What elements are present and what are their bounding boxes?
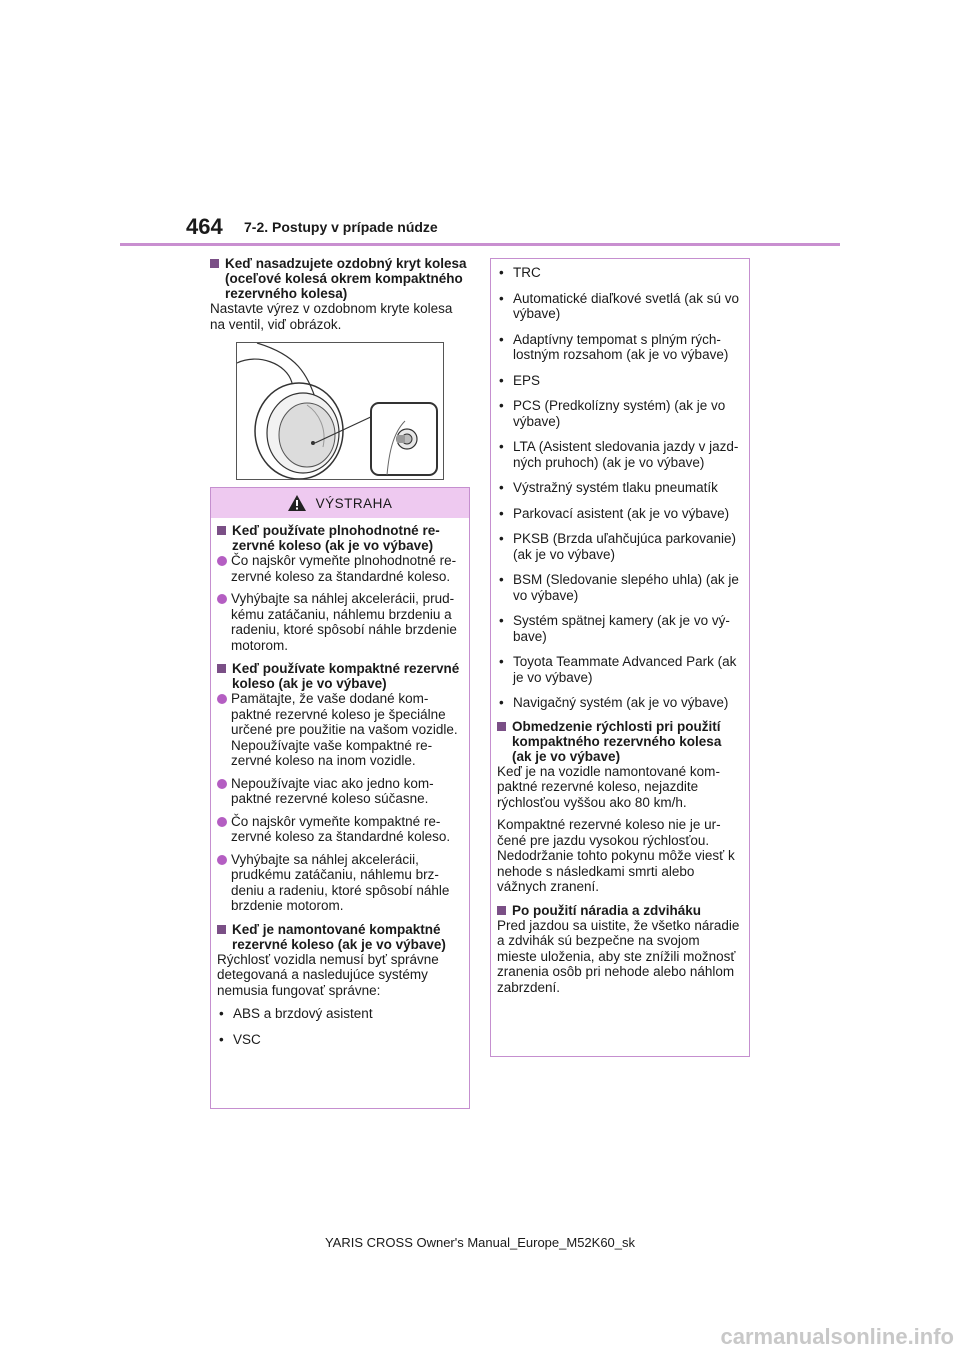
round-bullet-icon <box>217 817 227 827</box>
system-list-item-text: LTA (Asistent sledovania jazdy v jazdných pruhoch) (ak je vo výbave) <box>513 439 739 470</box>
warning-item-text: Čo najskôr vymeňte plnohodnotné rezervné koleso za štandardné koleso. <box>231 553 457 584</box>
system-list-item-text: Systém spätnej kamery (ak je vo výbave) <box>513 613 730 644</box>
warning-triangle-icon <box>288 495 306 511</box>
speed-warning-paragraph: Kompaktné rezervné koleso nie je určené pre jazdu vysokou rýchlosťou. Nedodržanie tohto pokynu môže viesť k nehode s následkami smrti alebo vážnych zranení. <box>497 817 735 894</box>
warning-item-text: Pamätajte, že vaše dodané kompaktné rezervné koleso je špeciálne určené pre použitie na vašom vozidle. Nepoužívajte vaše kompaktné rezervné koleso na inom vozidle. <box>231 691 458 768</box>
warning-heading-full-spare-text: Keď používate plnohodnotné rezervné koleso (ak je vo výbave) <box>232 523 440 553</box>
round-bullet-icon <box>217 855 227 865</box>
system-list-item-text: Navigačný systém (ak je vo výbave) <box>513 695 729 710</box>
system-list-item-text: EPS <box>513 372 541 388</box>
warning-heading-compact-spare-text: Keď používate kompaktné rezervné koleso (ak je vo výbave) <box>232 661 460 691</box>
warning-title: VÝSTRAHA <box>315 495 393 511</box>
dot-bullet: • <box>499 531 504 546</box>
square-bullet-icon <box>210 259 219 268</box>
system-list-item-text: Toyota Teammate Advanced Park (ak je vo výbave) <box>513 654 737 685</box>
system-list-item <box>497 506 743 522</box>
systems-list <box>497 265 743 711</box>
warning-item-text: Vyhýbajte sa náhlej akcelerácii, prudkému zatáčaniu, náhlemu brzdeniu a radeniu, ktoré spôsobí náhle brzdenie motorom. <box>231 851 450 913</box>
round-bullet-icon <box>217 779 227 789</box>
speed-limit-heading <box>497 719 743 764</box>
system-list-item <box>497 373 743 389</box>
warning-item <box>217 691 463 769</box>
wheel-valve-drawing <box>237 343 443 479</box>
dot-bullet: • <box>499 331 504 347</box>
warning-item <box>217 776 463 807</box>
warning-item-text: Nepoužívajte viac ako jedno kompaktné rezervné koleso súčasne. <box>231 775 434 806</box>
warning-box <box>210 487 470 1109</box>
warning-item <box>217 553 463 584</box>
round-bullet-icon <box>217 694 227 704</box>
warning-item <box>217 852 463 914</box>
warning-heading-compact-spare <box>217 661 463 691</box>
wheel-cap-illustration <box>236 342 444 480</box>
header-rule <box>120 243 840 246</box>
speed-limit-paragraph: Keď je na vozidle namontované kompaktné rezervné koleso, nejazdite rýchlosťou vyššou ako 80 km/h. <box>497 763 720 810</box>
system-list-item <box>497 291 743 322</box>
warning-header <box>211 488 469 518</box>
dot-bullet: • <box>219 1031 224 1047</box>
section-title: 7-2. Postupy v prípade núdze <box>244 219 438 235</box>
round-bullet-icon <box>217 594 227 604</box>
speed-limit-heading-text: Obmedzenie rýchlosti pri použití kompaktného rezervného kolesa (ak je vo výbave) <box>512 718 722 764</box>
warning-paragraph: Rýchlosť vozidla nemusí byť správne detegovaná a nasledujúce systémy nemusia fungovať správne: <box>217 951 439 998</box>
warning-heading-mounted-spare-text: Keď je namontované kompaktné rezervné koleso (ak je vo výbave) <box>232 921 446 952</box>
dot-bullet: • <box>499 613 504 628</box>
system-list-item-text: Automatické diaľkové svetlá (ak sú vo výbave) <box>513 290 740 321</box>
system-list-item <box>497 332 743 363</box>
square-bullet-icon <box>217 925 226 934</box>
left-column <box>210 256 470 480</box>
dot-bullet: • <box>499 480 504 495</box>
square-bullet-icon <box>497 906 506 915</box>
warning-item <box>217 591 463 653</box>
wheel-cap-heading <box>210 256 470 301</box>
system-list-item-text: PCS (Predkolízny systém) (ak je vo výbave) <box>513 398 726 429</box>
warning-list-item <box>217 1006 463 1022</box>
dot-bullet: • <box>499 290 504 306</box>
system-list-item-text: Výstražný systém tlaku pneumatík <box>513 480 718 495</box>
dot-bullet: • <box>499 505 504 521</box>
warning-list-item <box>217 1032 463 1048</box>
dot-bullet: • <box>499 398 504 413</box>
system-list-item <box>497 439 743 470</box>
system-list-item <box>497 613 743 644</box>
system-list-item <box>497 654 743 685</box>
system-list-item <box>497 695 743 711</box>
square-bullet-icon <box>217 526 226 535</box>
system-list-item <box>497 265 743 281</box>
tools-heading-text: Po použití náradia a zdviháku <box>512 902 702 918</box>
round-bullet-icon <box>217 556 227 566</box>
system-list-item <box>497 480 743 496</box>
dot-bullet: • <box>219 1006 224 1021</box>
dot-bullet: • <box>499 439 504 454</box>
footer-manual-name: YARIS CROSS Owner's Manual_Europe_M52K60_sk <box>324 1235 636 1250</box>
dot-bullet: • <box>499 695 504 710</box>
square-bullet-icon <box>497 722 506 731</box>
system-list-item-text: TRC <box>513 265 541 280</box>
system-list-item-text: Adaptívny tempomat s plným rýchlostným rozsahom (ak je vo výbave) <box>513 331 729 362</box>
dot-bullet: • <box>499 372 504 388</box>
warning-item <box>217 814 463 845</box>
warning-item-text: Vyhýbajte sa náhlej akcelerácii, prudkému zatáčaniu, náhlemu brzdeniu a radeniu, ktoré spôsobí náhle brzdenie motorom. <box>231 591 457 653</box>
wheel-cap-heading-text: Keď nasadzujete ozdobný kryt kolesa (oceľové kolesá okrem kompaktného rezervného kolesa) <box>225 256 467 301</box>
tools-paragraph: Pred jazdou sa uistite, že všetko náradie a zdvihák sú bezpečne na svojom mieste uloženia, aby ste znížili možnosť zranenia osôb pri nehode alebo náhlom zabrzdení. <box>497 917 740 995</box>
warning-list-item-text: VSC <box>233 1031 261 1047</box>
system-list-item-text: BSM (Sledovanie slepého uhla) (ak je vo výbave) <box>513 572 739 603</box>
warning-heading-full-spare <box>217 523 463 553</box>
system-list-item <box>497 572 743 603</box>
system-list-item <box>497 398 743 429</box>
tools-heading <box>497 903 743 918</box>
warning-item-text: Čo najskôr vymeňte kompaktné rezervné koleso za štandardné koleso. <box>231 813 451 844</box>
square-bullet-icon <box>217 664 226 673</box>
system-list-item-text: PKSB (Brzda uľahčujúca parkovanie) (ak je vo výbave) <box>513 531 737 562</box>
warning-heading-mounted-spare <box>217 922 463 952</box>
system-list-item-text: Parkovací asistent (ak je vo výbave) <box>513 505 730 521</box>
dot-bullet: • <box>499 265 504 280</box>
right-warning-continuation <box>490 258 750 1057</box>
dot-bullet: • <box>499 572 504 587</box>
system-list-item <box>497 531 743 562</box>
wheel-cap-text: Nastavte výrez v ozdobnom kryte kolesa na ventil, viď obrázok. <box>210 301 453 332</box>
watermark: carmanualsonline.info <box>720 1324 954 1349</box>
page-number: 464 <box>186 214 223 239</box>
dot-bullet: • <box>499 654 504 669</box>
warning-list-item-text: ABS a brzdový asistent <box>233 1006 373 1021</box>
